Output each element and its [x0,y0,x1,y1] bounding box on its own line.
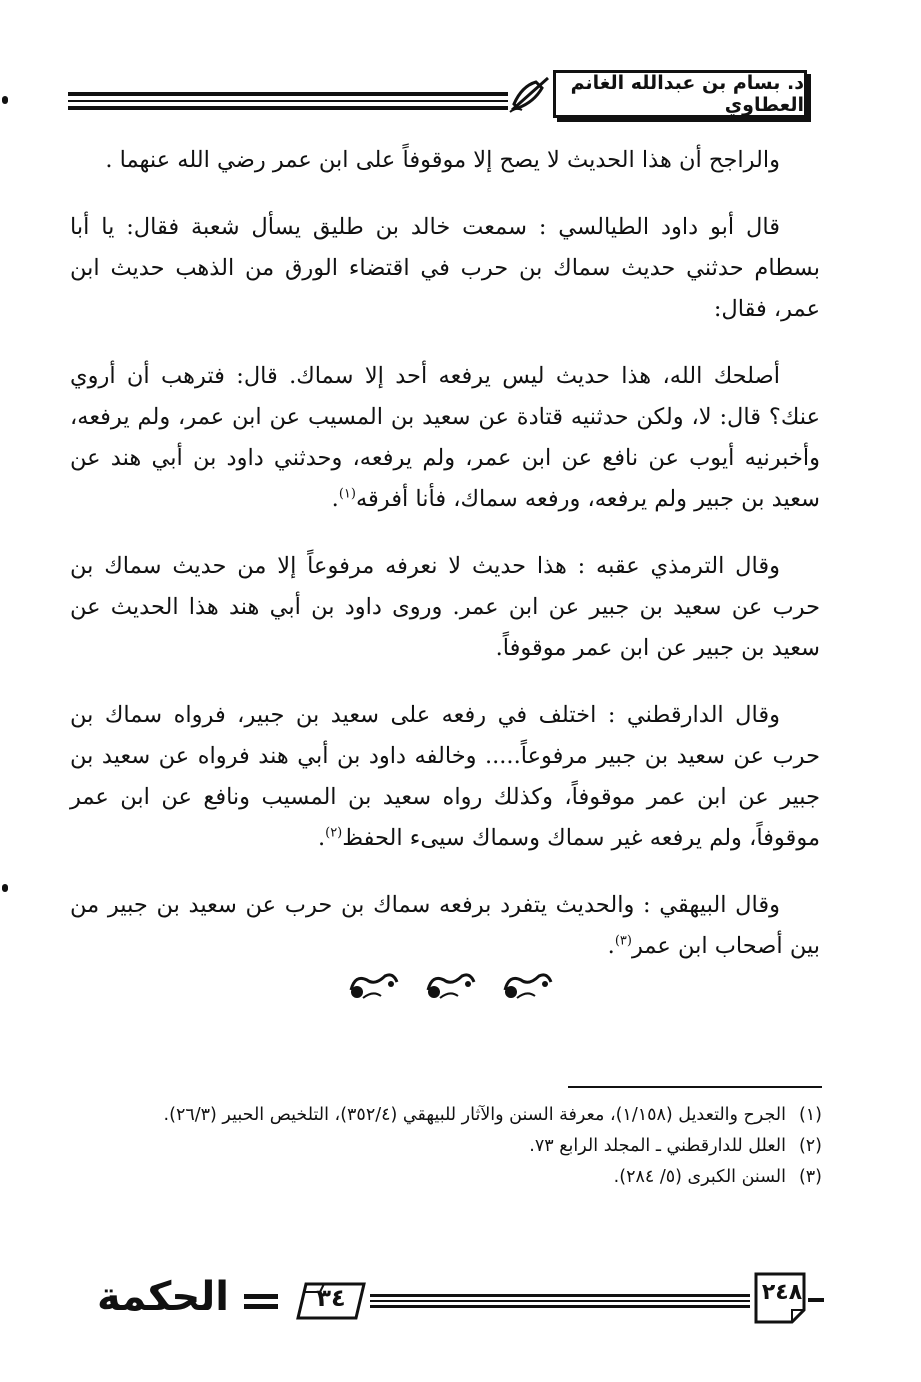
magazine-logo: الحكمة [97,1274,229,1320]
footer-rule [370,1294,750,1297]
footnote-item [78,1131,822,1162]
footer-rule [244,1294,278,1299]
paragraph: وقال الترمذي عقبه : هذا حديث لا نعرفه مرفوعاً إلا من حديث سماك بن حرب عن سعيد بن جبير عن ابن عمر. وروى داود بن أبي هند هذا الحديث عن سعيد بن جبير عن ابن عمر موقوفاً. [70,553,820,661]
flourish-icon [499,968,555,1002]
footnote-text: العلل للدارقطني ـ المجلد الرابع ٧٣. [529,1136,786,1156]
paragraph: والراجح أن هذا الحديث لا يصح إلا موقوفاً على ابن عمر رضي الله عنهما . [105,147,780,173]
footer-rule [370,1300,750,1302]
paragraph: وقال الدارقطني : اختلف في رفعه على سعيد بن جبير، فرواه سماك بن حرب عن سعيد بن جبير مرفوعاً..... وخالفه داود بن أبي هند فرواه عن سعيد بن جبير عن ابن عمر موقوفاً، وكذلك رواه سعيد بن المسيب ونافع عن ابن عمر موقوفاً، ولم يرفعه غير سماك وسماك سيىء الحفظ$^{(٢)}$. [70,702,820,851]
header-rule [68,106,508,110]
footnotes [78,1100,822,1193]
footnote-ref[interactable]: (١) [338,486,356,502]
footnote-number: (٣) [798,1167,822,1187]
margin-mark [2,96,8,104]
issue-number: ٣٤ [316,1284,346,1312]
article-body [70,140,820,993]
footnote-text: الجرح والتعديل (١/١٥٨)، معرفة السنن والآثار للبيهقي (٣٥٢/٤)، التلخيص الحبير (٢٦/٣). [163,1105,786,1125]
paragraph: قال أبو داود الطيالسي : سمعت خالد بن طليق يسأل شعبة فقال: يا أبا بسطام حدثني حديث سماك بن حرب في اقتضاء الورق من الذهب حديث ابن عمر، فقال: [70,214,820,322]
footnote-number: (١) [798,1105,822,1125]
paragraph: أصلحك الله، هذا حديث ليس يرفعه أحد إلا سماك. قال: فترهب أن أروي عنك؟ قال: لا، ولكن حدثنيه قتادة عن سعيد بن المسيب عن ابن عمر، ولم يرفعه، وأخبرنيه أيوب عن نافع عن ابن عمر، ولم يرفعه، وحدثني داود بن أبي هند عن سعيد بن جبير ولم يرفعه، ورفعه سماك، فأنا أفرقه$^{(١)}$. [70,363,820,512]
footnote-divider [568,1086,822,1088]
header-rule [68,92,508,96]
footer-rule [244,1304,278,1309]
footer-rule [808,1298,824,1302]
footnote-item [78,1162,822,1193]
section-ornament [345,968,555,1002]
pen-icon [508,74,552,114]
footnote-item [78,1100,822,1131]
footnote-number: (٢) [798,1136,822,1156]
running-header-author: د. بسام بن عبدالله الغانم العطاوي [553,70,807,118]
header-rule [68,100,508,102]
paragraph: وقال البيهقي : والحديث يتفرد برفعه سماك بن حرب عن سعيد بن جبير من بين أصحاب ابن عمر$^{(٣)}$. [70,892,820,959]
flourish-icon [345,968,401,1002]
footer-rule [370,1305,750,1308]
footnote-ref[interactable]: (٣) [614,933,632,949]
flourish-icon [422,968,478,1002]
page-number: ٢٤٨ [761,1280,803,1305]
footnote-ref[interactable]: (٢) [325,825,343,841]
footnote-text: السنن الكبرى (٥/ ٢٨٤). [613,1167,786,1187]
margin-mark [2,884,8,892]
